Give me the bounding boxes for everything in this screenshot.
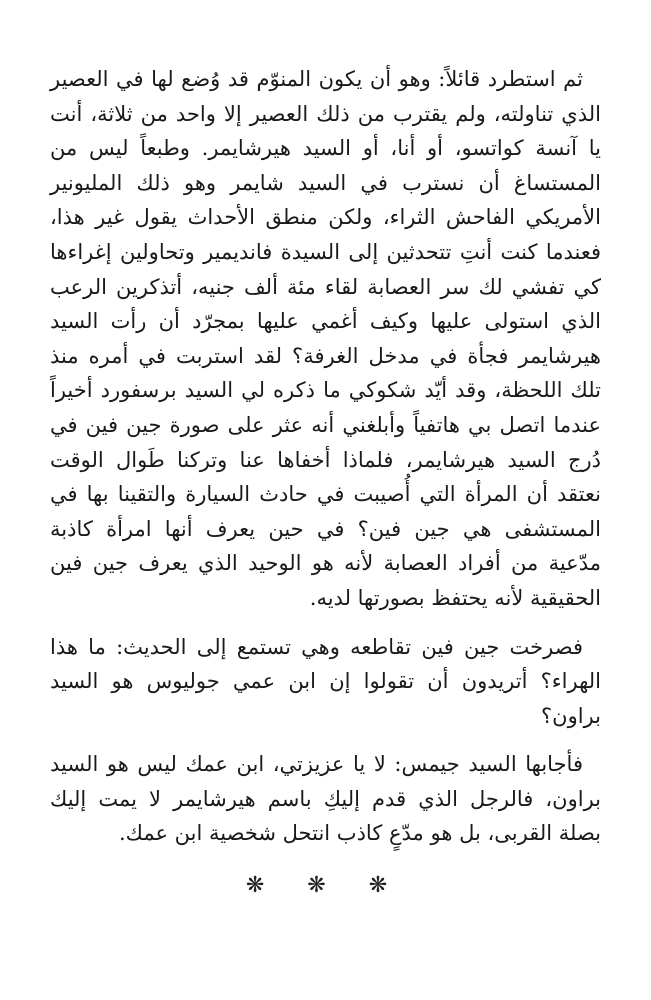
paragraph-1: ثم استطرد قائلاً: وهو أن يكون المنوّم قد وُضع لها في العصير الذي تناولته، ولم يقترب من ذلك العصير إلا واحد من ثلاثة، أنت يا آنسة كواتسو، أو أنا، أو السيد هيرشايمر. وطبعاً ليس من المستساغ أن نسترب في السيد شايمر وهو ذلك المليونير الأمريكي الفاحش الثراء، ولكن منطق الأحداث يقول غير هذا، فعندما كنت أنتِ تتحدثين إلى السيدة فانديمير وتحاولين إغراءها كي تفشي لك سر العصابة لقاء مئة ألف جنيه، أتذكرين الرعب الذي استولى عليها وكيف أغمي عليها بمجرّد أن رأت السيد هيرشايمر فجأة في مدخل الغرفة؟ لقد استربت في أمره منذ تلك اللحظة، وقد أيّد شكوكي ما ذكره لي السيد برسفورد أخيراً عندما اتصل بي هاتفياً وأبلغني أنه عثر على صورة جين فين في دُرج السيد هيرشايمر، فلماذا أخفاها عنا وتركنا طَوال الوقت نعتقد أن المرأة التي أُصيبت في حادث السيارة والتقينا بها في المستشفى هي جين فين؟ في حين يعرف أنها امرأة كاذبة مدّعية من أفراد العصابة لأنه هو الوحيد الذي يعرف جين فين الحقيقية لأنه يحتفظ بصورتها لديه.: [50, 67, 601, 610]
section-break-ornament: ❋ ❋ ❋: [245, 873, 406, 899]
paragraph-2: فصرخت جين فين تقاطعه وهي تستمع إلى الحديث: ما هذا الهراء؟ أتريدون أن تقولوا إن ابن عمي جوليوس هو السيد براون؟: [50, 634, 601, 728]
paragraph-3: فأجابها السيد جيمس: لا يا عزيزتي، ابن عمك ليس هو السيد براون، فالرجل الذي قدم إليكِ باسم هيرشايمر لا يمت إليك بصلة القربى، بل هو مدّعٍ كاذب انتحل شخصية ابن عمك.: [50, 752, 601, 846]
